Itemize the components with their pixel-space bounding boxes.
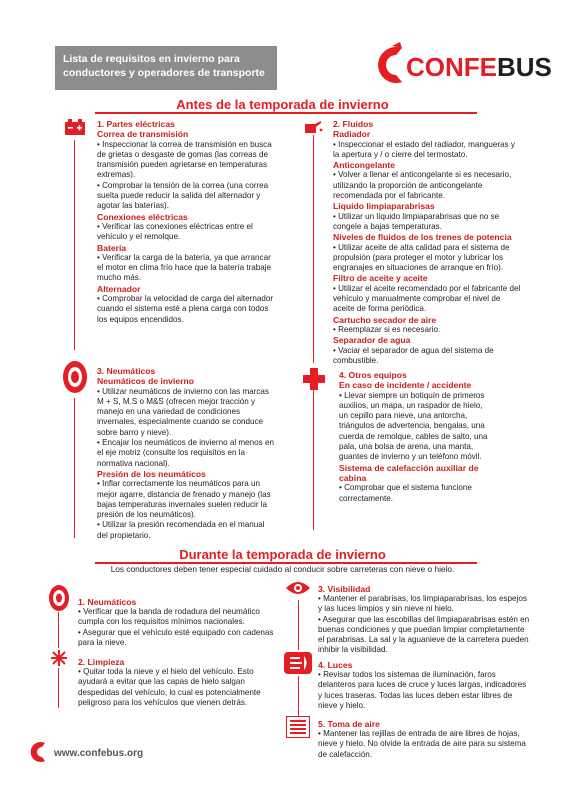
battery-item-1: • Verificar la carga de la batería, ya que arrancar el motor en clima frío hace que la batería trabaje mucho más. [97, 252, 272, 283]
water-separator-item-1: • Vaciar el separador de agua del sistema de combustible. [333, 345, 494, 365]
belt-item-2: • Comprobar la tensión de la correa (una correa suelta puede reducir la salida del alternador y agotar las baterías). [97, 180, 269, 211]
tires-section [97, 366, 277, 541]
heating-item-1: • Comprobar que el sistema funcione correctamente. [339, 483, 472, 503]
during-tires-item-2: • Asegurar que el vehículo esté equipado con cadenas para la nieve. [78, 627, 274, 647]
fluids-section [333, 119, 523, 366]
connections-subheading: Conexiones eléctricas [97, 211, 188, 222]
antifreeze-subheading: Anticongelante [333, 160, 396, 171]
air-dryer-subheading: Cartucho secador de aire [333, 314, 437, 325]
air-intake-grille-icon [286, 716, 310, 738]
pressure-item-2: • Utilizar la presión recomendada en el manual del propietario. [97, 520, 265, 540]
cleaning-heading: 2. Limpieza [78, 657, 125, 667]
heating-subheading: Sistema de calefacción auxiliar de cabina [339, 462, 479, 483]
visibility-section [318, 584, 530, 655]
winter-tires-subheading: Neumáticos de invierno [97, 376, 194, 387]
logo-text-dark: BUS [497, 52, 552, 82]
lights-item-1: • Revisar todos los sistemas de iluminación, faros delanteros para luces de cruce y luces largas, indicadores y luces traseras. Todas las luces deben estar libres de nieve y hielo. [318, 670, 527, 710]
antifreeze-item-1: • Volver a llenar el anticongelante si es necesario, utilizando la proporción de anticongelante recomendada por el fabricante. [333, 170, 512, 201]
pressure-subheading: Presión de los neumáticos [97, 468, 206, 479]
during-tires-item-1: • Verificar que la banda de rodadura del neumático cumpla con los requisitos mínimos nacionales. [78, 607, 260, 627]
timeline-line [74, 398, 75, 538]
timeline-line [58, 668, 59, 708]
during-tires-heading: 1. Neumáticos [78, 597, 137, 607]
visibility-item-1: • Mantener el parabrisas, los limpiaparabrisas, los espejos y las luces limpios y sin nieve ni hielo. [318, 594, 527, 614]
oil-filter-item-1: • Utilizar el aceite recomendado por el fabricante del vehículo y manualmente comprobar el nivel de aceite de forma periódica. [333, 283, 521, 314]
footer-website-link[interactable]: www.confebus.org [54, 748, 144, 759]
washer-subheading: Líquido limpiaparabrisas [333, 201, 435, 212]
lights-heading: 4. Luces [318, 660, 353, 670]
eye-icon [285, 580, 311, 596]
first-aid-cross-icon [303, 368, 325, 390]
timeline-line [298, 676, 299, 716]
timeline-line [58, 612, 59, 648]
cleaning-section [78, 657, 278, 708]
drivetrain-subheading: Niveles de fluidos de los trenes de potencia [333, 232, 512, 243]
air-intake-section [318, 719, 530, 760]
washer-item-1: • Utilizar un líquido limpiaparabrisas que no se congele a bajas temperaturas. [333, 211, 500, 231]
headlight-icon [284, 652, 312, 674]
other-heading: 4. Otros equipos [339, 370, 407, 380]
oil-can-icon [303, 120, 323, 134]
timeline-line [313, 390, 314, 530]
belt-item-1: • Inspeccionar la correa de transmisión en busca de grietas o desgaste de gomas (las correas de transmisión pueden agrietarse en temperaturas extremas). [97, 139, 272, 180]
water-separator-subheading: Separador de agua [333, 335, 411, 346]
air-intake-item-1: • Mantener las rejillas de entrada de aire libres de hojas, nieve y hielo. No olvide la entrada de aire para su sistema de calefacción. [318, 729, 526, 759]
timeline-line [313, 135, 314, 363]
radiator-subheading: Radiador [333, 129, 371, 140]
winter-tires-item-2: • Encajar los neumáticos de invierno al menos en el eje motriz (consulte los requisitos en la normativa nacional). [97, 438, 274, 468]
tires-heading: 3. Neumáticos [97, 366, 156, 376]
electrical-parts-section [97, 119, 277, 325]
battery-subheading: Batería [97, 242, 127, 253]
drivetrain-item-1: • Utilizar aceite de alta calidad para el sistema de propulsión (para proteger el motor y lubricar los engranajes en situaciones de arranque en frío). [333, 242, 510, 273]
winter-tires-item-1: • Utilizar neumáticos de invierno con las marcas M + S, M.S o M&S (ofrecen mejor tracción y manejo en una variedad de condiciones invernales, especialmente cuando se conduce sobre barro y nieve). [97, 386, 269, 437]
footer-logo-mark-icon [30, 740, 48, 764]
document-title [55, 46, 277, 90]
pressure-item-1: • Inflar correctamente los neumáticos para un mejor agarre, distancia de frenado y manejo (las bajas temperaturas invernales suelen reducir la presión de los neumáticos). [97, 479, 271, 520]
connections-item-1: • Verificar las conexiones eléctricas entre el vehículo y el remolque. [97, 221, 253, 242]
timeline-line [298, 600, 299, 650]
cleaning-item-1: • Quitar toda la nieve y el hielo del vehículo. Esto ayudará a evitar que las capas de hielo salgan despedidas del vehículo, lo cual es potencialmente peligroso para los vehículos que vienen detrás. [78, 667, 261, 707]
snowflake-icon [51, 650, 67, 666]
electrical-heading: 1. Partes eléctricas [97, 119, 175, 129]
before-season-title: Antes de la temporada de invierno [176, 97, 389, 112]
title-line-2: conductores y operadores de transporte [63, 67, 265, 79]
during-subtitle: Los conductores deben tener especial cuidado al conducir sobre carreteras con nieve o hielo. [110, 564, 455, 574]
divider [95, 112, 477, 114]
fluids-heading: 2. Fluidos [333, 119, 374, 129]
title-line-1: Lista de requisitos en invierno para [63, 53, 240, 65]
tire-icon [62, 360, 88, 394]
air-dryer-item-1: • Reemplazar si es necesario. [333, 324, 441, 334]
logo-text-red: CONFE [406, 52, 497, 82]
tire-icon [48, 584, 70, 612]
during-season-title: Durante la temporada de invierno [179, 547, 386, 562]
belt-subheading: Correa de transmisión [97, 129, 189, 140]
alternator-item-1: • Comprobar la velocidad de carga del alternador cuando el sistema esté a plena carga con todos los equipos encendidos. [97, 294, 274, 324]
timeline-line [74, 140, 75, 350]
incident-item-1: • Llevar siempre un botiquín de primeros auxilios, un mapa, un raspador de hielo, un cepillo para nieve, una antorcha, triángulos de advertencia, bengalas, una cuerda de remolque, cables de salto, una pala, una bolsa de arena, una manta, guantes de invierno y un teléfono móvil. [339, 390, 488, 462]
visibility-heading: 3. Visibilidad [318, 584, 371, 594]
lights-section [318, 660, 530, 711]
oil-filter-subheading: Filtro de aceite y aceite [333, 273, 428, 284]
visibility-item-2: • Asegurar que las escobillas del limpiaparabrisas estén en buenas condiciones y que puedan limpiar completamente el parabrisas. La sal y la aguanieve de la carretera pueden inhibir la visibilidad. [318, 614, 530, 655]
other-equipment-section [339, 370, 489, 504]
battery-icon [64, 118, 86, 136]
radiator-item-1: • Inspeccionar el estado del radiador, mangueras y la apertura y / o cierre del termostato. [333, 139, 515, 159]
air-intake-heading: 5. Toma de aire [318, 719, 380, 729]
confebus-logo [372, 42, 552, 88]
incident-subheading: En caso de incidente / accidente [339, 380, 472, 391]
during-tires-section [78, 597, 278, 648]
alternator-subheading: Alternador [97, 283, 141, 294]
